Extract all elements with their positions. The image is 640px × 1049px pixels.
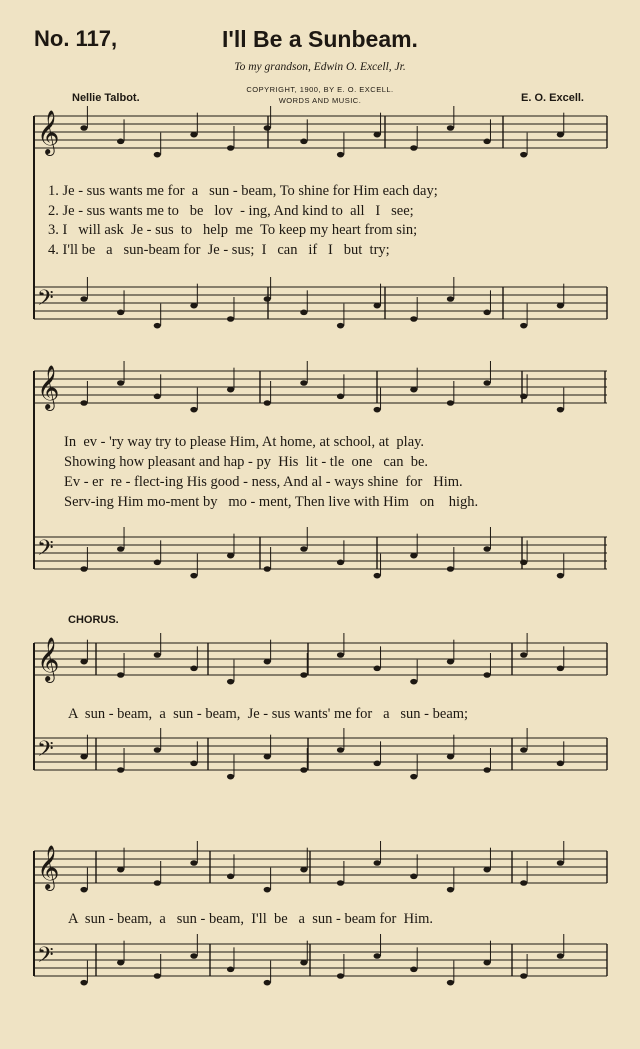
note-head xyxy=(447,887,454,893)
note-head xyxy=(557,666,564,672)
note-head xyxy=(557,573,564,579)
note-head xyxy=(80,980,87,986)
note-head xyxy=(520,152,527,158)
note-head xyxy=(447,400,454,406)
note-head xyxy=(264,125,271,131)
bass-clef-icon: 𝄢 xyxy=(37,943,54,973)
note-head xyxy=(374,860,381,866)
note-head xyxy=(410,967,417,973)
note-head xyxy=(410,553,417,559)
chorus-line-2: A sun - beam, a sun - beam, I'll be a sun - beam for Him. xyxy=(68,911,434,927)
note-head xyxy=(374,666,381,672)
note-head xyxy=(483,960,490,966)
note-head xyxy=(80,754,87,760)
treble-clef-icon: 𝄞 xyxy=(37,365,60,409)
note-head xyxy=(80,400,87,406)
note-head xyxy=(80,125,87,131)
copyright-line: COPYRIGHT, 1900, BY E. O. EXCELL. xyxy=(246,85,394,94)
note-head xyxy=(117,546,124,552)
note-head xyxy=(227,316,234,322)
verse-1-line-1: 1. Je - sus wants me for a sun - beam, To shine for Him each day; xyxy=(48,183,438,199)
note-head xyxy=(154,652,161,658)
note-head xyxy=(557,407,564,413)
note-head xyxy=(483,310,490,316)
note-head xyxy=(337,973,344,979)
note-head xyxy=(410,774,417,780)
note-head xyxy=(117,380,124,386)
note-head xyxy=(337,560,344,566)
note-head xyxy=(374,573,381,579)
composer-credit: E. O. Excell. xyxy=(521,92,584,104)
note-head xyxy=(190,953,197,959)
treble-clef-icon: 𝄞 xyxy=(37,637,60,681)
note-head xyxy=(337,152,344,158)
note-head xyxy=(300,767,307,773)
note-head xyxy=(264,296,271,302)
note-head xyxy=(80,566,87,572)
note-head xyxy=(117,960,124,966)
note-head xyxy=(520,560,527,566)
note-head xyxy=(300,139,307,145)
note-head xyxy=(410,316,417,322)
note-head xyxy=(190,761,197,767)
note-head xyxy=(410,387,417,393)
note-head xyxy=(520,973,527,979)
note-head xyxy=(520,880,527,886)
note-head xyxy=(264,887,271,893)
note-head xyxy=(410,679,417,685)
clef-symbols xyxy=(37,110,59,973)
verse-1-line-2: In ev - 'ry way try to please Him, At home, at school, at play. xyxy=(64,434,425,450)
note-head xyxy=(300,867,307,873)
bass-clef-icon: 𝄢 xyxy=(37,536,54,566)
chorus-label: CHORUS. xyxy=(68,614,119,626)
note-head xyxy=(117,310,124,316)
note-head xyxy=(447,980,454,986)
note-head xyxy=(154,880,161,886)
note-head xyxy=(557,860,564,866)
note-head xyxy=(374,303,381,309)
verse-2-line-1: 2. Je - sus wants me to be lov - ing, And kind to all I see; xyxy=(48,203,414,219)
note-head xyxy=(190,407,197,413)
note-head xyxy=(300,310,307,316)
chorus-line-1: A sun - beam, a sun - beam, Je - sus wants' me for a sun - beam; xyxy=(68,706,469,722)
note-head xyxy=(557,761,564,767)
note-head xyxy=(337,323,344,329)
note-head xyxy=(557,303,564,309)
note-head xyxy=(227,679,234,685)
note-head xyxy=(227,553,234,559)
bass-clef-icon: 𝄢 xyxy=(37,286,54,316)
note-head xyxy=(447,754,454,760)
note-head xyxy=(337,880,344,886)
note-head xyxy=(520,652,527,658)
note-head xyxy=(264,566,271,572)
note-head xyxy=(337,652,344,658)
note-head xyxy=(374,953,381,959)
hymn-title: I'll Be a Sunbeam. xyxy=(222,26,418,52)
note-head xyxy=(300,380,307,386)
note-head xyxy=(117,867,124,873)
note-head xyxy=(300,960,307,966)
hymn-number: No. 117, xyxy=(34,26,118,51)
note-head xyxy=(300,546,307,552)
note-head xyxy=(190,303,197,309)
note-head xyxy=(227,774,234,780)
note-head xyxy=(190,860,197,866)
note-head xyxy=(154,323,161,329)
note-head xyxy=(374,132,381,138)
treble-clef-icon: 𝄞 xyxy=(37,845,60,889)
note-head xyxy=(557,953,564,959)
note-head xyxy=(300,672,307,678)
note-head xyxy=(447,125,454,131)
dedication: To my grandson, Edwin O. Excell, Jr. xyxy=(234,61,406,73)
note-head xyxy=(447,659,454,665)
note-head xyxy=(447,296,454,302)
verse-4-line-2: Serv-ing Him mo-ment by mo - ment, Then live with Him on high. xyxy=(64,494,479,510)
note-head xyxy=(410,145,417,151)
note-head xyxy=(374,407,381,413)
note-head xyxy=(80,659,87,665)
note-head xyxy=(190,132,197,138)
note-head xyxy=(264,980,271,986)
note-head xyxy=(483,672,490,678)
note-head xyxy=(190,666,197,672)
lyricist-credit: Nellie Talbot. xyxy=(72,92,140,104)
note-head xyxy=(154,394,161,400)
note-head xyxy=(520,747,527,753)
note-head xyxy=(520,394,527,400)
note-head xyxy=(227,145,234,151)
note-head xyxy=(117,672,124,678)
note-head xyxy=(190,573,197,579)
note-head xyxy=(154,973,161,979)
note-head xyxy=(264,754,271,760)
note-head xyxy=(337,394,344,400)
bass-clef-icon: 𝄢 xyxy=(37,737,54,767)
note-head xyxy=(227,874,234,880)
words-and-music-line: WORDS AND MUSIC. xyxy=(278,96,362,105)
note-head xyxy=(154,560,161,566)
verse-2-line-2: Showing how pleasant and hap - py His lit - tle one can be. xyxy=(64,454,429,470)
note-head xyxy=(227,387,234,393)
verse-3-line-1: 3. I will ask Je - sus to help me To keep my heart from sin; xyxy=(48,222,418,238)
note-head xyxy=(557,132,564,138)
note-head xyxy=(264,659,271,665)
verse-3-line-2: Ev - er re - flect-ing His good - ness, And al - ways shine for Him. xyxy=(64,474,463,490)
verse-4-line-1: 4. I'll be a sun-beam for Je - sus; I can if I but try; xyxy=(48,242,390,258)
note-head xyxy=(337,747,344,753)
note-head xyxy=(80,296,87,302)
note-head xyxy=(154,747,161,753)
note-head xyxy=(447,566,454,572)
note-head xyxy=(264,400,271,406)
note-head xyxy=(227,967,234,973)
note-head xyxy=(80,887,87,893)
note-head xyxy=(374,761,381,767)
note-head xyxy=(483,767,490,773)
treble-clef-icon: 𝄞 xyxy=(37,110,60,154)
note-head xyxy=(483,139,490,145)
note-head xyxy=(483,380,490,386)
note-head xyxy=(117,767,124,773)
note-head xyxy=(483,867,490,873)
note-head xyxy=(154,152,161,158)
note-head xyxy=(117,139,124,145)
note-head xyxy=(520,323,527,329)
note-head xyxy=(483,546,490,552)
note-head xyxy=(410,874,417,880)
